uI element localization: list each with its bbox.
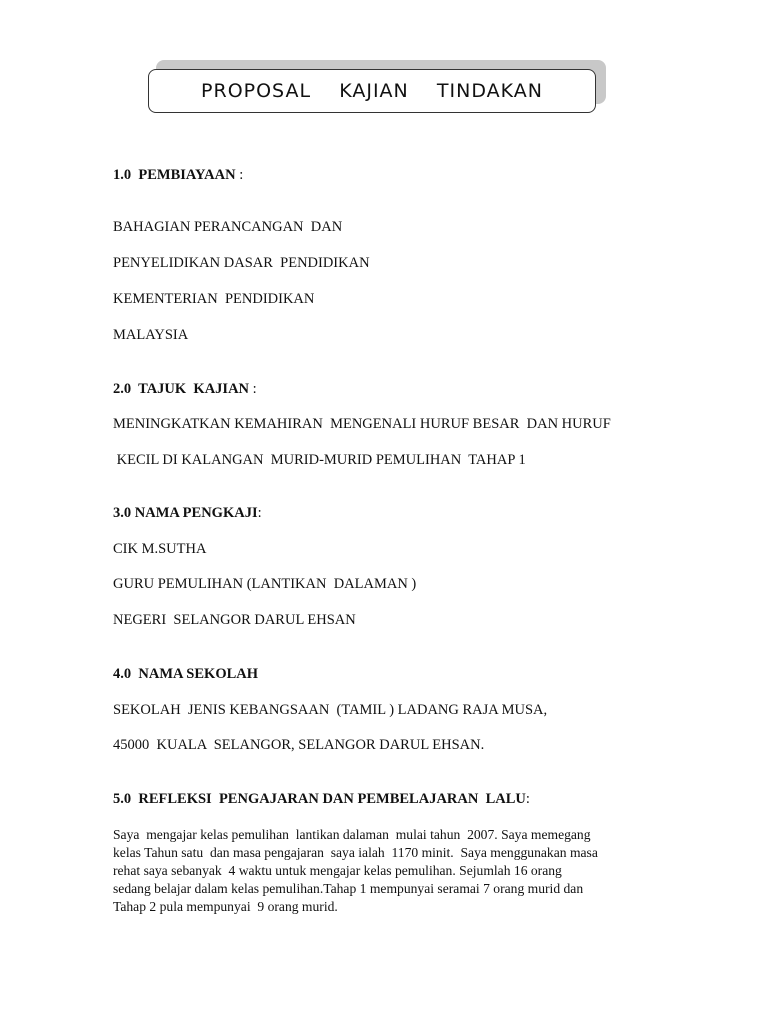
paragraph-line: Saya mengajar kelas pemulihan lantikan dalaman mulai tahun 2007. Saya memegang — [113, 827, 591, 842]
section-line: GURU PEMULIHAN (LANTIKAN DALAMAN ) — [113, 576, 417, 592]
section-line: MALAYSIA — [113, 327, 189, 343]
title-banner — [148, 64, 608, 116]
section-line: 45000 KUALA SELANGOR, SELANGOR DARUL EHSAN. — [113, 737, 485, 753]
section-line: KECIL DI KALANGAN MURID-MURID PEMULIHAN TAHAP 1 — [113, 452, 526, 468]
section-heading-nama-sekolah: 4.0 NAMA SEKOLAH — [113, 666, 259, 682]
section-heading-nama-pengkaji: 3.0 NAMA PENGKAJI: — [113, 505, 262, 521]
section-line: CIK M.SUTHA — [113, 541, 207, 557]
reflection-paragraph — [113, 826, 673, 916]
section-line: KEMENTERIAN PENDIDIKAN — [113, 291, 315, 307]
document-title: PROPOSAL KAJIAN TINDAKAN — [201, 80, 543, 102]
section-line: BAHAGIAN PERANCANGAN DAN — [113, 219, 343, 235]
section-line: PENYELIDIKAN DASAR PENDIDIKAN — [113, 255, 370, 271]
title-box — [148, 69, 596, 113]
section-heading-refleksi: 5.0 REFLEKSI PENGAJARAN DAN PEMBELAJARAN LALU: — [113, 791, 530, 807]
section-heading-pembiayaan: 1.0 PEMBIAYAAN : — [113, 167, 244, 183]
section-line: NEGERI SELANGOR DARUL EHSAN — [113, 612, 356, 628]
paragraph-line: sedang belajar dalam kelas pemulihan.Tahap 1 mempunyai seramai 7 orang murid dan — [113, 881, 584, 896]
paragraph-line: Tahap 2 pula mempunyai 9 orang murid. — [113, 899, 338, 914]
paragraph-line: rehat saya sebanyak 4 waktu untuk mengajar kelas pemulihan. Sejumlah 16 orang — [113, 863, 562, 878]
section-line: SEKOLAH JENIS KEBANGSAAN (TAMIL ) LADANG RAJA MUSA, — [113, 702, 548, 718]
paragraph-line: kelas Tahun satu dan masa pengajaran saya ialah 1170 minit. Saya menggunakan masa — [113, 845, 598, 860]
section-heading-tajuk-kajian: 2.0 TAJUK KAJIAN : — [113, 381, 257, 397]
section-line: MENINGKATKAN KEMAHIRAN MENGENALI HURUF BESAR DAN HURUF — [113, 416, 611, 432]
